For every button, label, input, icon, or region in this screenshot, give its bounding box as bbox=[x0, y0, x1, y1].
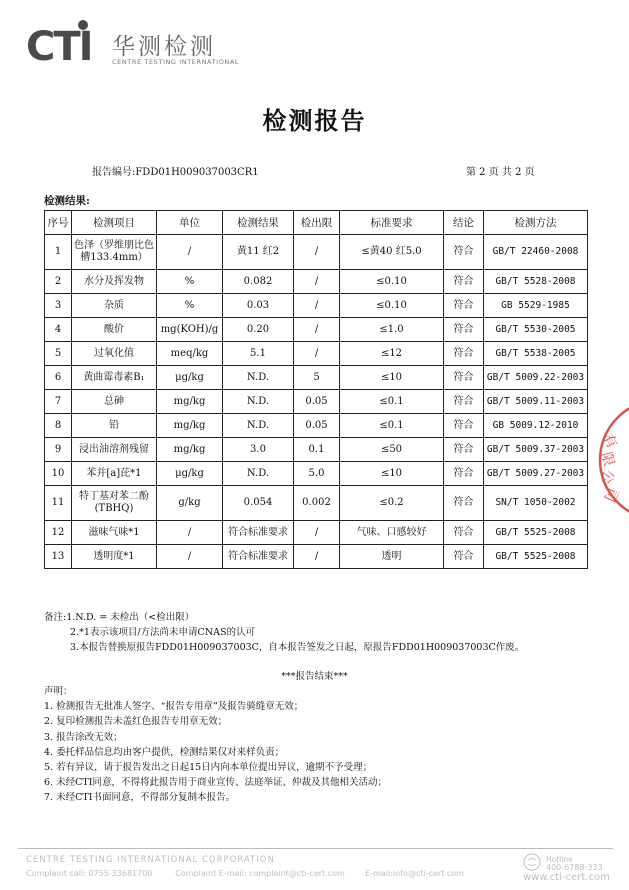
test-result-cell: N.D. bbox=[223, 390, 294, 414]
test-item-cell: 过氧化值 bbox=[72, 342, 157, 366]
note-3: 3.本报告替换原报告FDD01H009037003C，自本报告签发之日起，原报告FDD01H009037003C作废。 bbox=[70, 642, 525, 653]
results-table bbox=[44, 210, 588, 569]
test-result-cell: N.D. bbox=[223, 366, 294, 390]
table-row bbox=[45, 438, 588, 462]
header-method: 检测方法 bbox=[484, 211, 588, 235]
unit-cell: / bbox=[157, 521, 223, 545]
test-method-cell: GB/T 5525-2008 bbox=[484, 545, 588, 569]
standard-requirement-cell: ≤0.10 bbox=[340, 294, 444, 318]
test-item-cell: 酸价 bbox=[72, 318, 157, 342]
row-number-cell: 5 bbox=[45, 342, 72, 366]
statement-item: 5. 若有异议，请于报告发出之日起15日内向本单位提出异议，逾期不予受理； bbox=[44, 762, 373, 774]
footer-corporation: CENTRE TESTING INTERNATIONAL CORPORATION bbox=[26, 855, 275, 865]
conclusion-cell: 符合 bbox=[444, 462, 484, 486]
svg-text:司: 司 bbox=[600, 484, 621, 505]
detection-limit-cell: / bbox=[294, 521, 340, 545]
footer-hotline-label: Hotline bbox=[546, 855, 573, 864]
statement-item: 4. 委托样品信息均由客户提供，检测结果仅对来样负责； bbox=[44, 746, 285, 758]
header-conclusion: 结论 bbox=[444, 211, 484, 235]
header-requirement: 标准要求 bbox=[340, 211, 444, 235]
test-item-cell: 特丁基对苯二酚(TBHQ) bbox=[72, 486, 157, 521]
report-number: 报告编号:FDD01H009037003CR1 bbox=[92, 167, 259, 178]
test-result-cell: 符合标准要求 bbox=[223, 521, 294, 545]
test-method-cell: GB/T 5009.27-2003 bbox=[484, 462, 588, 486]
conclusion-cell: 符合 bbox=[444, 318, 484, 342]
detection-limit-cell: / bbox=[294, 294, 340, 318]
unit-cell: μg/kg bbox=[157, 366, 223, 390]
test-result-cell: 0.054 bbox=[223, 486, 294, 521]
row-number-cell: 12 bbox=[45, 521, 72, 545]
footer-contacts bbox=[26, 869, 464, 878]
standard-requirement-cell: 气味、口感较好 bbox=[340, 521, 444, 545]
conclusion-cell: 符合 bbox=[444, 545, 484, 569]
test-method-cell: GB/T 5525-2008 bbox=[484, 521, 588, 545]
statement-item: 3. 报告涂改无效； bbox=[44, 731, 123, 743]
conclusion-cell: 符合 bbox=[444, 235, 484, 270]
test-item-cell: 滋味气味*1 bbox=[72, 521, 157, 545]
results-label: 检测结果: bbox=[44, 195, 90, 207]
unit-cell: μg/kg bbox=[157, 462, 223, 486]
conclusion-cell: 符合 bbox=[444, 438, 484, 462]
detection-limit-cell: 5 bbox=[294, 366, 340, 390]
conclusion-cell: 符合 bbox=[444, 270, 484, 294]
table-row bbox=[45, 521, 588, 545]
standard-requirement-cell: ≤1.0 bbox=[340, 318, 444, 342]
detection-limit-cell: 0.05 bbox=[294, 390, 340, 414]
report-end-mark: ***报告结束*** bbox=[281, 671, 348, 682]
test-item-cell: 杂质 bbox=[72, 294, 157, 318]
notes bbox=[44, 610, 524, 655]
conclusion-cell: 符合 bbox=[444, 342, 484, 366]
unit-cell: mg/kg bbox=[157, 414, 223, 438]
detection-limit-cell: 5.0 bbox=[294, 462, 340, 486]
table-row bbox=[45, 486, 588, 521]
table-row bbox=[45, 318, 588, 342]
test-item-cell: 浸出油溶剂残留 bbox=[72, 438, 157, 462]
phone-globe-icon bbox=[523, 853, 541, 871]
row-number-cell: 6 bbox=[45, 366, 72, 390]
test-result-cell: 0.082 bbox=[223, 270, 294, 294]
test-item-cell: 色泽（罗维朋比色槽133.4mm） bbox=[72, 235, 157, 270]
detection-limit-cell: / bbox=[294, 545, 340, 569]
footer-email: E-mail:info@cti-cert.com bbox=[365, 869, 464, 878]
test-method-cell: GB/T 5009.22-2003 bbox=[484, 366, 588, 390]
logo-name-cn: 华测检测 bbox=[112, 34, 216, 60]
page-info: 第 2 页 共 2 页 bbox=[466, 167, 535, 178]
test-method-cell: GB/T 22460-2008 bbox=[484, 235, 588, 270]
test-result-cell: N.D. bbox=[223, 462, 294, 486]
detection-limit-cell: / bbox=[294, 235, 340, 270]
row-number-cell: 13 bbox=[45, 545, 72, 569]
footer-website: www.cti-cert.com bbox=[523, 872, 610, 883]
test-result-cell: N.D. bbox=[223, 414, 294, 438]
table-header-row bbox=[45, 211, 588, 235]
row-number-cell: 11 bbox=[45, 486, 72, 521]
unit-cell: / bbox=[157, 545, 223, 569]
standard-requirement-cell: ≤10 bbox=[340, 366, 444, 390]
statement-item: 2. 复印检测报告未盖红色报告专用章无效； bbox=[44, 716, 228, 728]
test-result-cell: 黄11 红2 bbox=[223, 235, 294, 270]
table-row bbox=[45, 390, 588, 414]
table-row bbox=[45, 270, 588, 294]
test-method-cell: GB/T 5009.37-2003 bbox=[484, 438, 588, 462]
test-method-cell: GB/T 5530-2005 bbox=[484, 318, 588, 342]
detection-limit-cell: / bbox=[294, 342, 340, 366]
standard-requirement-cell: ≤50 bbox=[340, 438, 444, 462]
table-row bbox=[45, 462, 588, 486]
test-item-cell: 透明度*1 bbox=[72, 545, 157, 569]
test-method-cell: GB/T 5538-2005 bbox=[484, 342, 588, 366]
statement-item: 6. 未经CTI同意，不得将此报告用于商业宣传、法庭举证、仲裁及其他相关活动； bbox=[44, 777, 387, 789]
standard-requirement-cell: ≤黄40 红5.0 bbox=[340, 235, 444, 270]
test-result-cell: 3.0 bbox=[223, 438, 294, 462]
table-row bbox=[45, 414, 588, 438]
svg-text:限: 限 bbox=[597, 450, 617, 469]
svg-text:公: 公 bbox=[598, 469, 616, 485]
footer-complaint-call: Complaint call: 0755-33681700 bbox=[26, 869, 153, 878]
note-2: 2.*1表示该项目/方法尚未申请CNAS的认可 bbox=[70, 627, 256, 638]
test-method-cell: GB 5009.12-2010 bbox=[484, 414, 588, 438]
test-result-cell: 符合标准要求 bbox=[223, 545, 294, 569]
statement-item: 1. 检测报告无批准人签字、“报告专用章”及报告骑缝章无效； bbox=[44, 701, 304, 713]
footer-complaint-email: Complaint E-mail: complaint@cti-cert.com bbox=[175, 869, 345, 878]
standard-requirement-cell: ≤12 bbox=[340, 342, 444, 366]
logo-name-en: CENTRE TESTING INTERNATIONAL bbox=[112, 58, 240, 66]
row-number-cell: 1 bbox=[45, 235, 72, 270]
test-method-cell: GB 5529-1985 bbox=[484, 294, 588, 318]
unit-cell: % bbox=[157, 294, 223, 318]
unit-cell: mg/kg bbox=[157, 390, 223, 414]
test-item-cell: 总砷 bbox=[72, 390, 157, 414]
page-title: 检测报告 bbox=[262, 106, 367, 135]
table-row bbox=[45, 235, 588, 270]
header-result: 检测结果 bbox=[223, 211, 294, 235]
unit-cell: mg(KOH)/g bbox=[157, 318, 223, 342]
standard-requirement-cell: ≤10 bbox=[340, 462, 444, 486]
test-method-cell: SN/T 1050-2002 bbox=[484, 486, 588, 521]
table-row bbox=[45, 342, 588, 366]
conclusion-cell: 符合 bbox=[444, 486, 484, 521]
company-seal bbox=[594, 395, 629, 525]
header-unit: 单位 bbox=[157, 211, 223, 235]
footer-divider bbox=[18, 848, 613, 849]
row-number-cell: 10 bbox=[45, 462, 72, 486]
test-item-cell: 水分及挥发物 bbox=[72, 270, 157, 294]
unit-cell: % bbox=[157, 270, 223, 294]
table-row bbox=[45, 294, 588, 318]
statement bbox=[44, 684, 387, 806]
header-item: 检测项目 bbox=[72, 211, 157, 235]
standard-requirement-cell: ≤0.1 bbox=[340, 414, 444, 438]
header-no: 序号 bbox=[45, 211, 72, 235]
footer-hotline: 400-6788-333 bbox=[546, 863, 603, 872]
detection-limit-cell: / bbox=[294, 270, 340, 294]
conclusion-cell: 符合 bbox=[444, 390, 484, 414]
table-row bbox=[45, 545, 588, 569]
test-result-cell: 0.03 bbox=[223, 294, 294, 318]
unit-cell: g/kg bbox=[157, 486, 223, 521]
unit-cell: meq/kg bbox=[157, 342, 223, 366]
detection-limit-cell: 0.1 bbox=[294, 438, 340, 462]
table-row bbox=[45, 366, 588, 390]
row-number-cell: 3 bbox=[45, 294, 72, 318]
conclusion-cell: 符合 bbox=[444, 294, 484, 318]
conclusion-cell: 符合 bbox=[444, 521, 484, 545]
row-number-cell: 7 bbox=[45, 390, 72, 414]
standard-requirement-cell: 透明 bbox=[340, 545, 444, 569]
test-method-cell: GB/T 5009.11-2003 bbox=[484, 390, 588, 414]
test-result-cell: 5.1 bbox=[223, 342, 294, 366]
row-number-cell: 2 bbox=[45, 270, 72, 294]
unit-cell: / bbox=[157, 235, 223, 270]
detection-limit-cell: 0.002 bbox=[294, 486, 340, 521]
statement-title: 声明： bbox=[44, 686, 73, 697]
row-number-cell: 9 bbox=[45, 438, 72, 462]
svg-text:有: 有 bbox=[599, 431, 621, 452]
test-result-cell: 0.20 bbox=[223, 318, 294, 342]
header-limit: 检出限 bbox=[294, 211, 340, 235]
logo-mark: CTI bbox=[26, 24, 92, 70]
unit-cell: mg/kg bbox=[157, 438, 223, 462]
test-item-cell: 铅 bbox=[72, 414, 157, 438]
standard-requirement-cell: ≤0.10 bbox=[340, 270, 444, 294]
standard-requirement-cell: ≤0.2 bbox=[340, 486, 444, 521]
standard-requirement-cell: ≤0.1 bbox=[340, 390, 444, 414]
row-number-cell: 4 bbox=[45, 318, 72, 342]
detection-limit-cell: / bbox=[294, 318, 340, 342]
company-logo bbox=[26, 18, 256, 68]
note-1: 备注:1.N.D. = 未检出（<检出限） bbox=[44, 612, 195, 623]
test-item-cell: 苯并[a]芘*1 bbox=[72, 462, 157, 486]
test-item-cell: 黄曲霉毒素B₁ bbox=[72, 366, 157, 390]
test-method-cell: GB/T 5528-2008 bbox=[484, 270, 588, 294]
row-number-cell: 8 bbox=[45, 414, 72, 438]
conclusion-cell: 符合 bbox=[444, 366, 484, 390]
conclusion-cell: 符合 bbox=[444, 414, 484, 438]
detection-limit-cell: 0.05 bbox=[294, 414, 340, 438]
statement-item: 7. 未经CTI书面同意，不得部分复制本报告。 bbox=[44, 792, 235, 804]
